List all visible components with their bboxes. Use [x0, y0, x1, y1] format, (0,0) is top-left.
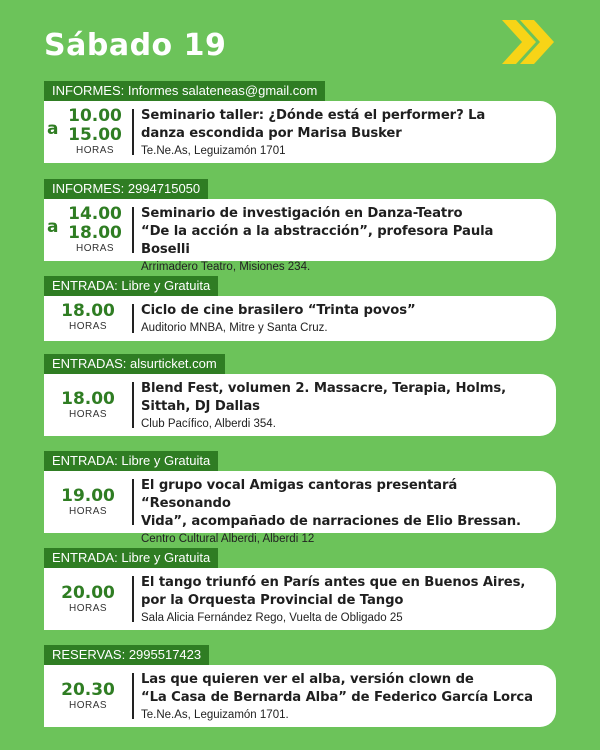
time-value: 19.00	[61, 486, 115, 506]
event-venue: Te.Ne.As, Leguizamón 1701.	[141, 709, 289, 721]
event-card	[44, 296, 556, 341]
event-tag: INFORMES: 2994715050	[44, 179, 208, 199]
event-time	[44, 199, 132, 261]
event-venue: Centro Cultural Alberdi, Alberdi 12	[141, 533, 315, 545]
separator	[132, 109, 134, 155]
event-title-line: danza escondida por Marisa Busker	[141, 126, 402, 141]
time-unit: HORAS	[68, 700, 108, 711]
event-card	[44, 665, 556, 727]
time-from: 10.00	[68, 106, 122, 126]
event-time	[44, 568, 132, 630]
event-tag: ENTRADA: Libre y Gratuita	[44, 548, 218, 568]
time-value: 20.30	[61, 680, 115, 700]
event-tag: ENTRADA: Libre y Gratuita	[44, 451, 218, 471]
event-venue: Sala Alicia Fernández Rego, Vuelta de Obligado 25	[141, 612, 403, 624]
time-value: 18.00	[61, 301, 115, 321]
time-unit: HORAS	[75, 145, 115, 156]
event-item	[44, 179, 556, 273]
event-tag: ENTRADA: Libre y Gratuita	[44, 276, 218, 296]
double-chevron-right-icon	[500, 18, 556, 66]
time-unit: HORAS	[68, 409, 108, 420]
separator	[132, 673, 134, 719]
page-title: Sábado 19	[44, 28, 227, 63]
event-title-line: Vida”, acompañado de narraciones de Elio Bressan.	[141, 514, 521, 529]
time-value: 18.00	[61, 389, 115, 409]
event-item	[44, 354, 556, 436]
event-title-line: Seminario de investigación en Danza-Teatro	[141, 206, 463, 221]
event-time	[44, 665, 132, 727]
time-to: 15.00	[68, 125, 122, 145]
event-item	[44, 81, 556, 163]
event-item	[44, 451, 556, 545]
event-item	[44, 548, 556, 630]
event-title-line: “La Casa de Bernarda Alba” de Federico García Lorca	[141, 690, 533, 705]
separator	[132, 382, 134, 428]
event-time	[44, 296, 132, 341]
event-title-line: El grupo vocal Amigas cantoras presentará “Resonando	[141, 478, 458, 511]
event-venue: Arrimadero Teatro, Misiones 234.	[141, 261, 311, 273]
event-card	[44, 199, 556, 273]
event-card	[44, 568, 556, 630]
event-card	[44, 374, 556, 436]
event-time	[44, 471, 132, 533]
event-title-line: Seminario taller: ¿Dónde está el performer? La	[141, 108, 486, 123]
separator	[132, 207, 134, 253]
event-time	[44, 101, 132, 163]
event-title-line: Blend Fest, volumen 2. Massacre, Terapia, Holms,	[141, 381, 507, 396]
event-venue: Te.Ne.As, Leguizamón 1701	[141, 145, 286, 157]
event-title-line: “De la acción a la abstracción”, profesora Paula Boselli	[141, 224, 494, 257]
time-connector: a	[47, 217, 59, 237]
time-unit: HORAS	[68, 603, 108, 614]
event-title-line: Sittah, DJ Dallas	[141, 399, 260, 414]
event-title-line: por la Orquesta Provincial de Tango	[141, 593, 404, 608]
event-card	[44, 471, 556, 545]
event-title-line: Las que quieren ver el alba, versión clown de	[141, 672, 474, 687]
event-tag: RESERVAS: 2995517423	[44, 645, 209, 665]
event-venue: Auditorio MNBA, Mitre y Santa Cruz.	[141, 322, 328, 334]
time-from: 14.00	[68, 204, 122, 224]
event-item	[44, 276, 556, 340]
time-unit: HORAS	[68, 321, 108, 332]
time-unit: HORAS	[75, 243, 115, 254]
event-title-line: El tango triunfó en París antes que en Buenos Aires,	[141, 575, 526, 590]
separator	[132, 479, 134, 525]
event-tag: INFORMES: Informes salateneas@gmail.com	[44, 81, 325, 101]
event-time	[44, 374, 132, 436]
time-connector: a	[47, 119, 59, 139]
separator	[132, 576, 134, 622]
event-card	[44, 101, 556, 163]
time-unit: HORAS	[68, 506, 108, 517]
event-tag: ENTRADAS: alsurticket.com	[44, 354, 225, 374]
event-venue: Club Pacífico, Alberdi 354.	[141, 418, 276, 430]
time-value: 20.00	[61, 583, 115, 603]
separator	[132, 304, 134, 333]
event-title-line: Ciclo de cine brasilero “Trinta povos”	[141, 303, 416, 318]
event-item	[44, 645, 556, 729]
time-to: 18.00	[68, 223, 122, 243]
